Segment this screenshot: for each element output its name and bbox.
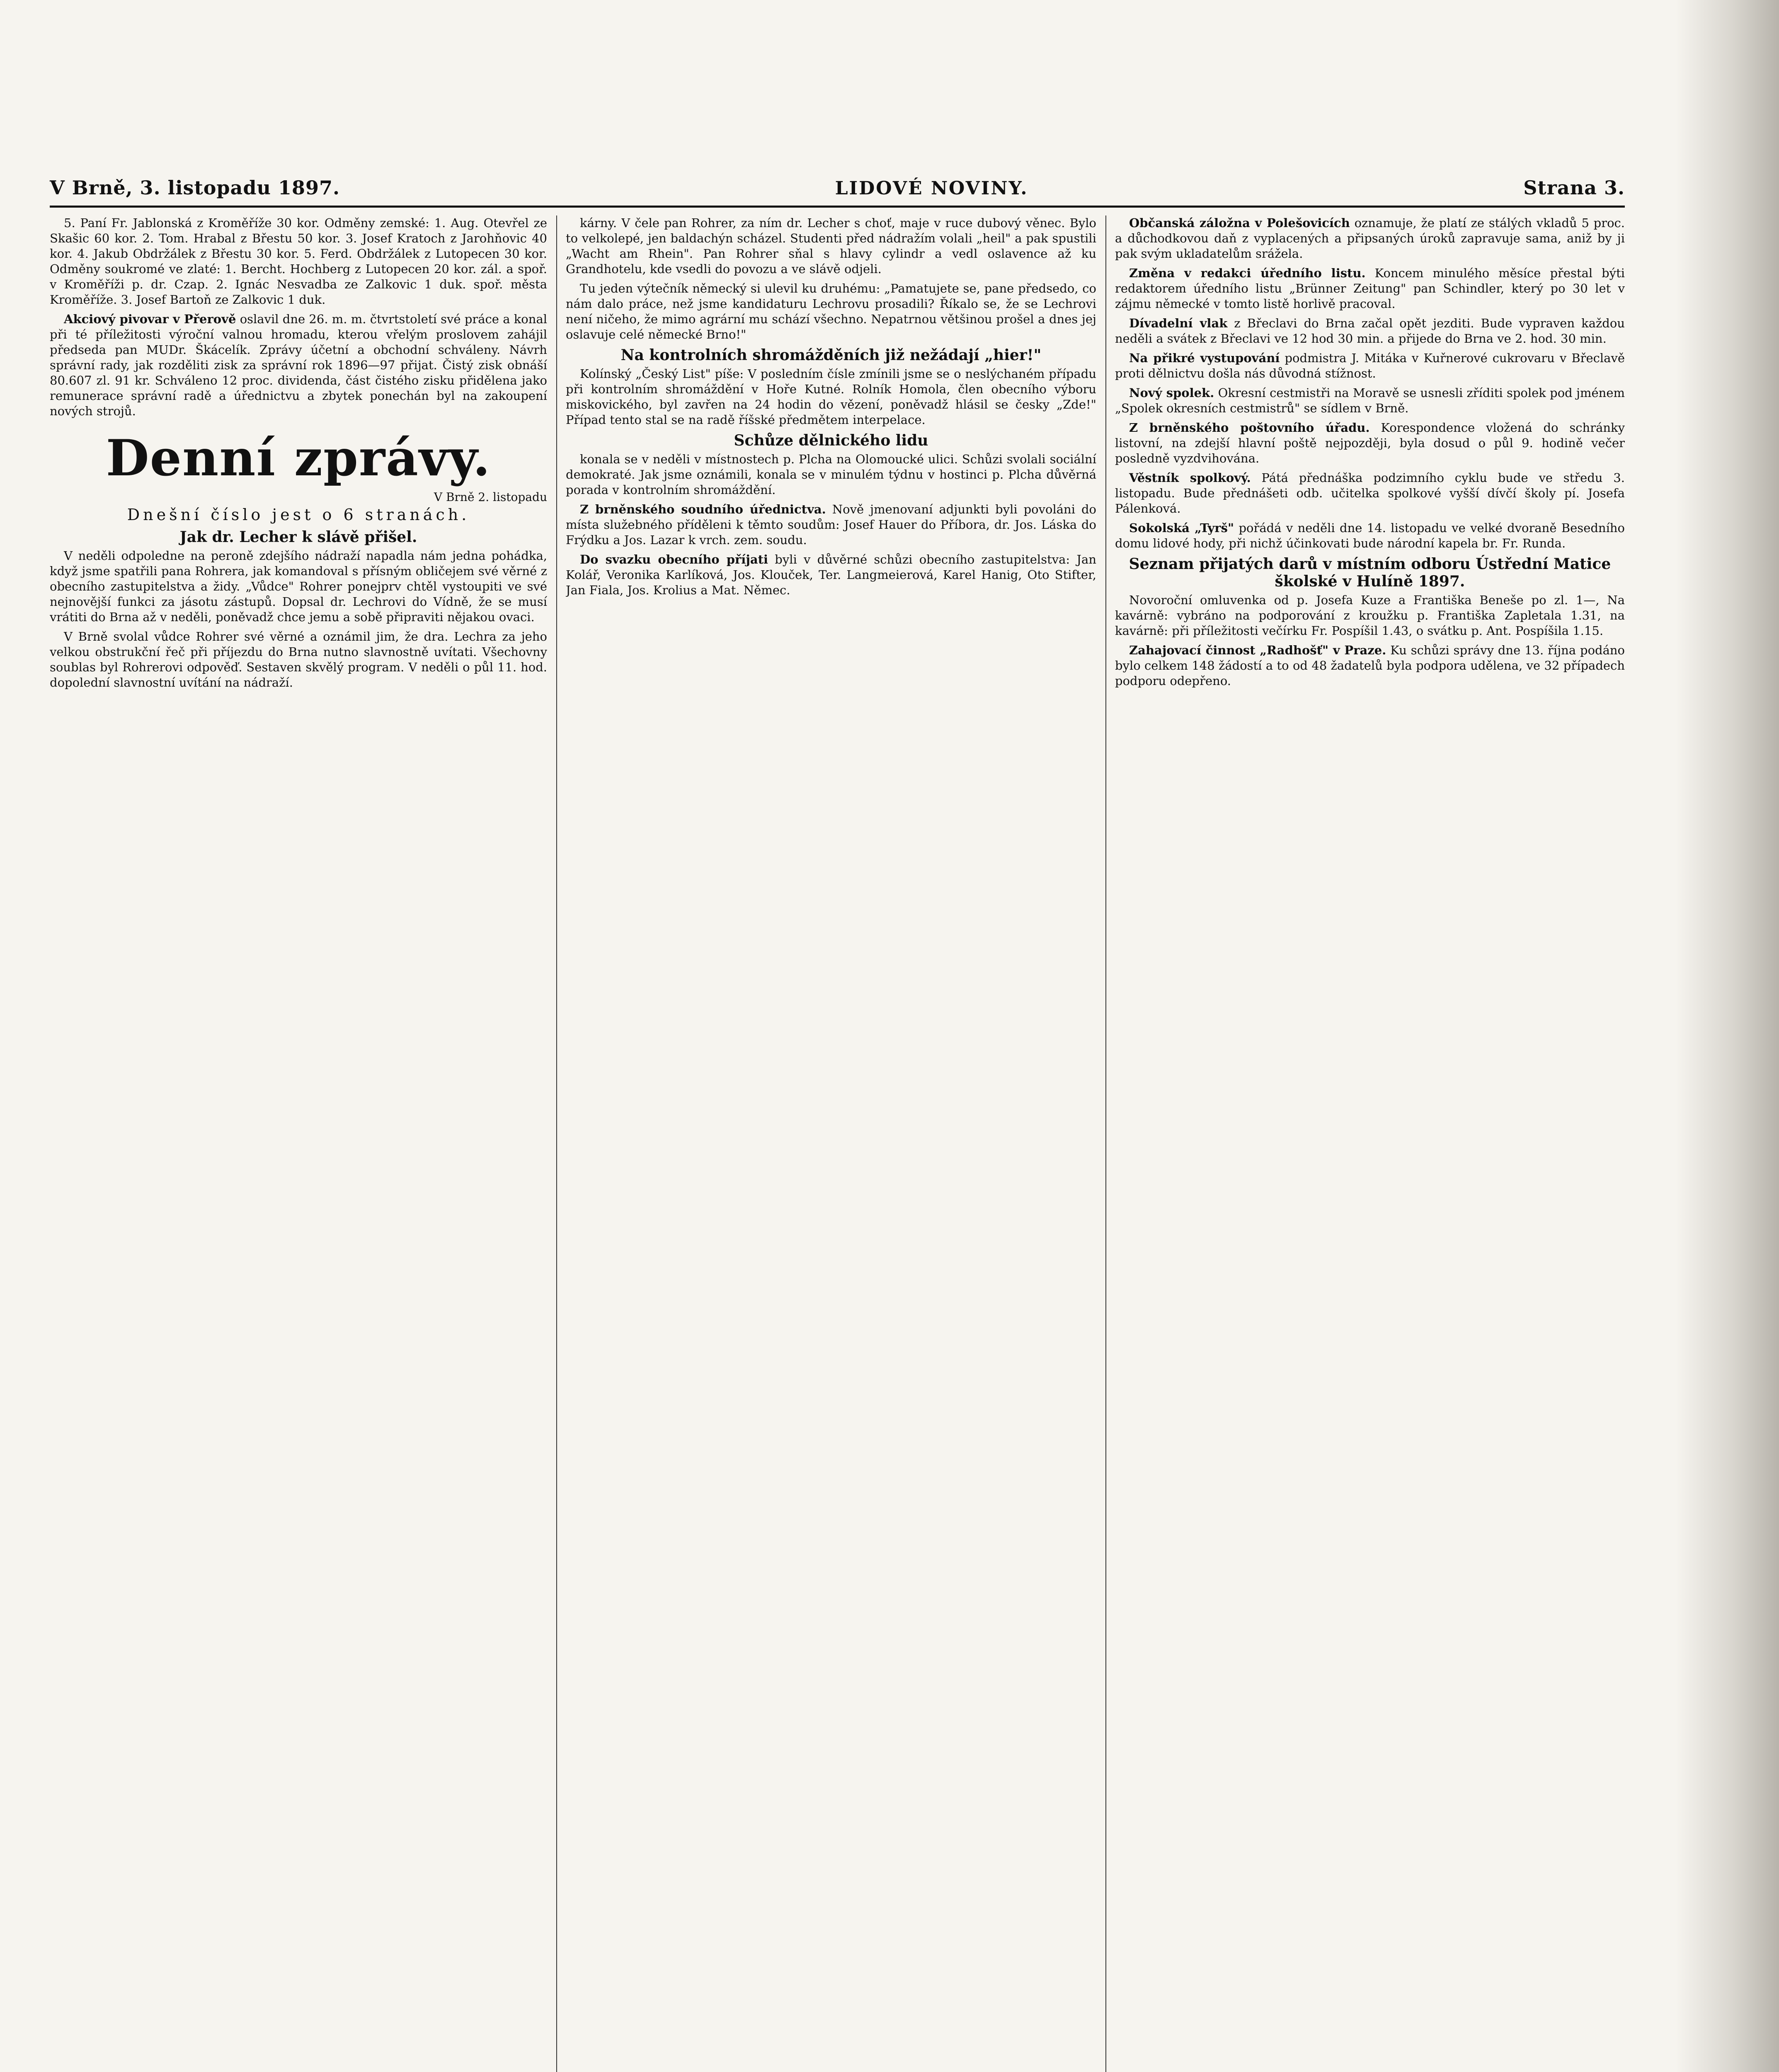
col1-paragraph: Akciový pivovar v Přerově oslavil dne 26. m. m. čtvrtstoletí své práce a konal při té příležitosti výroční valnou hromadu, kterou vřelým proslovem zahájil předseda pan MUDr. Škácelík. Zprávy účetní a obchodní schváleny. Návrh správní rady, jak rozděliti zisk za správní rok 1896—97 přijat. Čistý zisk obnáší 80.607 zl. 91 kr. Schváleno 12 proc. dividenda, část čistého zisku přidělena jako remunerace správní radě a úřednictvu a zbytek ponechán byl na zakoupení nových strojů. [50,312,547,418]
col1-headline: Akciový pivovar v Přerově [64,312,236,326]
col3-paragraph: Nový spolek. Okresní cestmistři na Moravě se usnesli zříditi spolek pod jménem „Spolek okresních cestmistrů" se sídlem v Brně. [1115,386,1625,415]
col3-paragraph: Zahajovací činnost „Radhošť" v Praze. Ku schůzi správy dne 13. října podáno bylo celkem 148 žádostí a to od 48 žadatelů byla podpora udělena, ve 32 případech podporu odepřeno. [1115,643,1625,688]
col3-paragraph: Z brněnského poštovního úřadu. Korespondence vložená do schránky listovní, na zdejší hlavní poště nejpozději, byla dosud o půl 9. hodině večer posledně vyzdvihována. [1115,421,1625,465]
col1-article-headline: Jak dr. Lecher k slávě přišel. [179,528,417,546]
page-header [50,170,1625,199]
masthead-title: LIDOVÉ NOVINY. [835,178,1028,199]
column-divider-2 [1105,215,1106,2072]
column-3 [1115,215,1625,2072]
col3-paragraph: Sokolská „Tyrš" pořádá v neděli dne 14. listopadu ve velké dvoraně Besedního domu lidové hody, při nichž účinkovati bude národní kapela br. Fr. Runda. [1115,521,1625,550]
column-2 [566,215,1096,2072]
col1-paragraph: V neděli odpoledne na peroně zdejšího nádraží napadla nám jedna pohádka, když jsme spatřili pana Rohrera, jak komandoval s přísným obličejem své věrné z obecního zastupitelstva a židy. „Vůdce" Rohrer ponejprv chtěl vystoupiti ve své nejnovější funkci za jásotu zástupů. Dopsal dr. Lechrovi do Vídně, že se musí vrátiti do Brna až v neděli, poněvadž chce jemu a sobě připraviti nějakou ovaci. [50,549,547,624]
col1-paragraph: V Brně svolal vůdce Rohrer své věrné a oznámil jim, že dra. Lechra za jeho velkou obstrukční řeč při příjezdu do Brna nutno slavnostně uvítati. Všechovny soublas byl Rohrerovi odpověď. Sestaven skvělý program. V neděli o půl 11. hod. dopolední slavnostní uvítání na nádraží. [50,629,547,690]
col2-paragraph: Kolínský „Český List" píše: V posledním čísle zmínili jsme se o neslýchaném případu při kontrolním shromáždění v Hoře Kutné. Rolník Homola, člen obecního výboru miskovického, byl zavřen na 24 hodin do vězení, poněvadž hlásil se česky „Zde!" Případ tento stal se na radě říšské předmětem interpelace. [566,367,1096,427]
header-rule [50,206,1625,208]
col3-paragraph: Novoroční omluvenka od p. Josefa Kuze a Františka Beneše po zl. 1—, Na kavárně: vybráno na podporování z kroužku p. Františka Zapletala 1.31, na kavárně: při příležitosti večírku Fr. Pospíšil 1.43, o svátku p. Ant. Pospíšila 1.15. [1115,593,1625,638]
col2-paragraph: Z brněnského soudního úřednictva. Nově jmenovaní adjunkti byli povoláni do místa služebného příděleni k těmto soudům: Josef Hauer do Příbora, dr. Jos. Láska do Frýdku a Jos. Lazar k vrch. zem. soudu. [566,502,1096,547]
col2-article-headline: Schůze dělnického lidu [734,432,928,449]
issue-note: Dnešní číslo jest o 6 stranách. [127,506,470,524]
column-1 [50,215,547,2072]
col2-paragraph: Do svazku obecního příjati byli v důvěrné schůzi obecního zastupitelstva: Jan Kolář, Veronika Karlíková, Jos. Klouček, Ter. Langmeierová, Karel Hanig, Oto Stifter, Jan Fiala, Jos. Krolius a Mat. Němec. [566,552,1096,597]
col2-paragraph: konala se v neděli v místnostech p. Plcha na Olomoucké ulici. Schůzi svolali sociální demokraté. Jak jsme oznámili, konala se v minulém týdnu v hostinci p. Plcha důvěrná porada v kontrolním shromáždění. [566,452,1096,497]
col3-paragraph: Občanská záložna v Polešovicích oznamuje, že platí ze stálých vkladů 5 proc. a důchodkovou daň z vyplacených a připsaných úroků zapravuje sama, aniž by ji pak svým ukladatelům srážela. [1115,216,1625,261]
col1-paragraph: 5. Paní Fr. Jablonská z Kroměříže 30 kor. Odměny zemské: 1. Aug. Otevřel ze Skašic 60 kor. 2. Tom. Hrabal z Břestu 50 kor. 3. Josef Kratoch z Jarohňovic 40 kor. 4. Jakub Obdržálek z Břestu 30 kor. 5. Ferd. Obdržálek z Lutopecen 30 kor. Odměny soukromé ve zlaté: 1. Bercht. Hochberg z Lutopecen 20 kor. zál. a spoř. v Kroměříži p. dr. Czap. 2. Ignác Nesvadba ze Zalkovic 1 duk. spoř. města Kroměříže. 3. Josef Bartoň ze Zalkovic 1 duk. [50,216,547,307]
page-number: Strana 3. [1523,177,1625,199]
col2-paragraph: Tu jeden výtečník německý si ulevil ku druhému: „Pamatujete se, pane předsedo, co nám dalo práce, než jsme kandidaturu Lechrovu prosadili? Říkalo se, že se Lechrovi není ničeho, že mimo agrární mu schází všechno. Nepatrnou většinou prošel a dnes jej oslavuje celé německé Brno!" [566,281,1096,341]
col3-paragraph: Na přikré vystupování podmistra J. Mitáka v Kuřnerové cukrovaru v Břeclavě proti dělnictvu došla nás důvodná stížnost. [1115,351,1625,380]
col3-paragraph: Dívadelní vlak z Břeclavi do Brna začal opět jezditi. Bude vypraven každou neděli a svátek z Břeclavi ve 12 hod 30 min. a přijede do Brna ve 2. hod. 30 min. [1115,316,1625,346]
section-dateline: V Brně 2. listopadu [434,490,547,504]
col2-paragraph: kárny. V čele pan Rohrer, za ním dr. Lecher s choť, maje v ruce dubový věnec. Bylo to velkolepé, jen baldachýn scházel. Studenti před nádražím volali „heil" a pak spustili „Wacht am Rhein". Pan Rohrer sňal s hlavy cylindr a vedl oslavence až ku Grandhotelu, kde vsedli do povozu a ve slávě odjeli. [566,216,1096,276]
page-edge-shadow [1675,0,1779,2072]
column-divider-1 [556,215,557,2072]
header-date: V Brně, 3. listopadu 1897. [50,177,340,199]
section-title: Denní zprávy. [106,429,491,487]
col2-article-headline: Na kontrolních shromážděních již nežádají „hier!" [620,346,1042,364]
col3-article-headline: Seznam přijatých darů v místním odboru Ústřední Matice školské v Hulíně 1897. [1129,555,1611,590]
col3-paragraph: Změna v redakci úředního listu. Koncem minulého měsíce přestal býti redaktorem úředního listu „Brünner Zeitung" pan Schindler, který po 30 let v zájmu německé v tomto listě horlivě pracoval. [1115,266,1625,311]
col3-paragraph: Věstník spolkový. Pátá přednáška podzimního cyklu bude ve středu 3. listopadu. Bude přednášeti odb. učitelka spolkové vyšší dívčí školy pí. Josefa Pálenková. [1115,471,1625,516]
